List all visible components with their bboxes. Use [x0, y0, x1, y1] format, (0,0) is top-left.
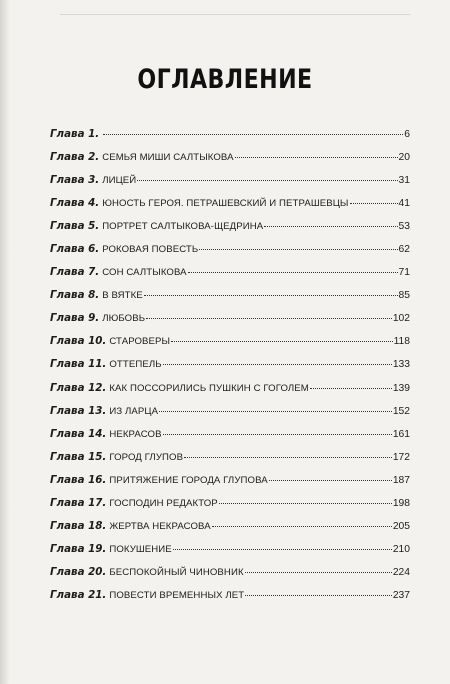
chapter-title: КАК ПОССОРИЛИСЬ ПУШКИН С ГОГОЛЕМ — [109, 382, 309, 394]
page-number: 85 — [398, 290, 410, 302]
chapter-number: Глава 12. — [50, 381, 107, 394]
toc-entry — [50, 451, 410, 474]
page-number: 161 — [392, 428, 410, 440]
chapter-title: БЕСПОКОЙНЫЙ ЧИНОВНИК — [109, 566, 244, 578]
toc-entry — [50, 128, 410, 151]
page-number: 237 — [392, 589, 410, 601]
dot-leader — [163, 434, 392, 435]
chapter-number: Глава 8. — [50, 289, 100, 302]
chapter-title: ГОСПОДИН РЕДАКТОР — [109, 497, 218, 509]
dot-leader — [235, 157, 398, 158]
page-number: 133 — [392, 359, 410, 371]
page-number: 41 — [398, 198, 410, 210]
toc-entry — [50, 405, 410, 428]
page-title: ОГЛАВЛЕНИЕ — [137, 64, 313, 96]
toc-entry — [50, 197, 410, 220]
chapter-number: Глава 6. — [50, 243, 100, 256]
toc-entry — [50, 151, 410, 174]
chapter-number: Глава 20. — [50, 565, 107, 578]
dot-leader — [171, 341, 392, 342]
chapter-number: Глава 9. — [50, 312, 100, 325]
dot-leader — [212, 526, 392, 527]
page-number: 198 — [392, 497, 410, 509]
toc-entry — [50, 312, 410, 335]
dot-leader — [163, 364, 392, 365]
dot-leader — [199, 249, 397, 250]
chapter-number: Глава 19. — [50, 542, 107, 555]
chapter-number: Глава 7. — [50, 266, 100, 279]
chapter-number: Глава 21. — [50, 588, 107, 601]
page-number: 6 — [404, 129, 410, 140]
toc-entry — [50, 497, 410, 520]
dot-leader — [269, 480, 392, 481]
chapter-title: ПРИТЯЖЕНИЕ ГОРОДА ГЛУПОВА — [109, 474, 268, 486]
page-number: 210 — [392, 543, 410, 555]
chapter-title: В ВЯТКЕ — [102, 290, 143, 302]
chapter-number: Глава 16. — [50, 473, 107, 486]
chapter-number: Глава 2. — [50, 151, 100, 164]
chapter-title: ЖЕРТВА НЕКРАСОВА — [109, 520, 211, 532]
chapter-title: ИЗ ЛАРЦА — [109, 405, 159, 417]
dot-leader — [188, 272, 398, 273]
toc-entry — [50, 358, 410, 381]
toc-entry — [50, 520, 410, 543]
toc-entry — [50, 174, 410, 197]
dot-leader — [137, 180, 397, 181]
chapter-title: ПОКУШЕНИЕ — [109, 543, 172, 555]
chapter-number: Глава 18. — [50, 519, 107, 532]
dot-leader — [245, 572, 392, 573]
toc-entry — [50, 266, 410, 289]
page-number: 71 — [398, 267, 410, 279]
page-number: 172 — [392, 451, 410, 463]
dot-leader — [350, 203, 398, 204]
chapter-title: ГОРОД ГЛУПОВ — [109, 451, 184, 463]
toc-entry — [50, 543, 410, 566]
chapter-number: Глава 1. — [50, 128, 100, 140]
dot-leader — [184, 457, 392, 458]
chapter-title: ЮНОСТЬ ГЕРОЯ. ПЕТРАШЕВСКИЙ И ПЕТРАШЕВЦЫ — [102, 198, 349, 210]
dot-leader — [219, 503, 392, 504]
chapter-title: СОН САЛТЫКОВА — [102, 267, 187, 279]
page-number: 187 — [392, 474, 410, 486]
page-number: 102 — [392, 313, 410, 325]
chapter-title: РОКОВАЯ ПОВЕСТЬ — [102, 244, 199, 256]
chapter-number: Глава 15. — [50, 450, 107, 463]
chapter-number: Глава 13. — [50, 404, 107, 417]
toc-entry — [50, 566, 410, 589]
chapter-number: Глава 10. — [50, 335, 107, 348]
dot-leader — [264, 226, 397, 227]
toc-entry — [50, 382, 410, 405]
page-number: 139 — [392, 382, 410, 394]
toc-entry — [50, 335, 410, 358]
toc-entry — [50, 220, 410, 243]
chapter-title: НЕКРАСОВ — [109, 428, 162, 440]
chapter-title: СТАРОВЕРЫ — [109, 336, 171, 348]
chapter-title: ПОВЕСТИ ВРЕМЕННЫХ ЛЕТ — [109, 589, 245, 601]
toc-entry — [50, 243, 410, 266]
chapter-title: СЕМЬЯ МИШИ САЛТЫКОВА — [102, 152, 234, 164]
table-of-contents — [50, 128, 410, 612]
chapter-number: Глава 5. — [50, 220, 100, 233]
chapter-title: ЛЮБОВЬ — [102, 313, 146, 325]
dot-leader — [173, 549, 392, 550]
page-edge-shadow — [0, 0, 10, 684]
page-number: 31 — [398, 175, 410, 187]
toc-entry — [50, 428, 410, 451]
chapter-title: ПОРТРЕТ САЛТЫКОВА-ЩЕДРИНА — [102, 221, 264, 233]
toc-entry — [50, 474, 410, 497]
dot-leader — [310, 388, 392, 389]
toc-entry — [50, 289, 410, 312]
page-number: 152 — [392, 405, 410, 417]
dot-leader — [103, 134, 403, 135]
dot-leader — [159, 411, 392, 412]
page-number: 205 — [392, 520, 410, 532]
chapter-number: Глава 11. — [50, 358, 107, 371]
dot-leader — [146, 318, 392, 319]
header-rule — [60, 14, 410, 16]
chapter-number: Глава 3. — [50, 174, 100, 187]
toc-entry — [50, 589, 410, 612]
dot-leader — [144, 295, 398, 296]
chapter-number: Глава 17. — [50, 496, 107, 509]
page-number: 62 — [398, 244, 410, 256]
chapter-number: Глава 4. — [50, 197, 100, 210]
chapter-number: Глава 14. — [50, 427, 107, 440]
page-number: 53 — [398, 221, 410, 233]
page-number: 118 — [393, 336, 410, 348]
chapter-title: ОТТЕПЕЛЬ — [109, 359, 162, 371]
page-number: 20 — [398, 152, 410, 164]
dot-leader — [245, 595, 392, 596]
page-number: 224 — [392, 566, 410, 578]
chapter-title: ЛИЦЕЙ — [102, 175, 137, 187]
